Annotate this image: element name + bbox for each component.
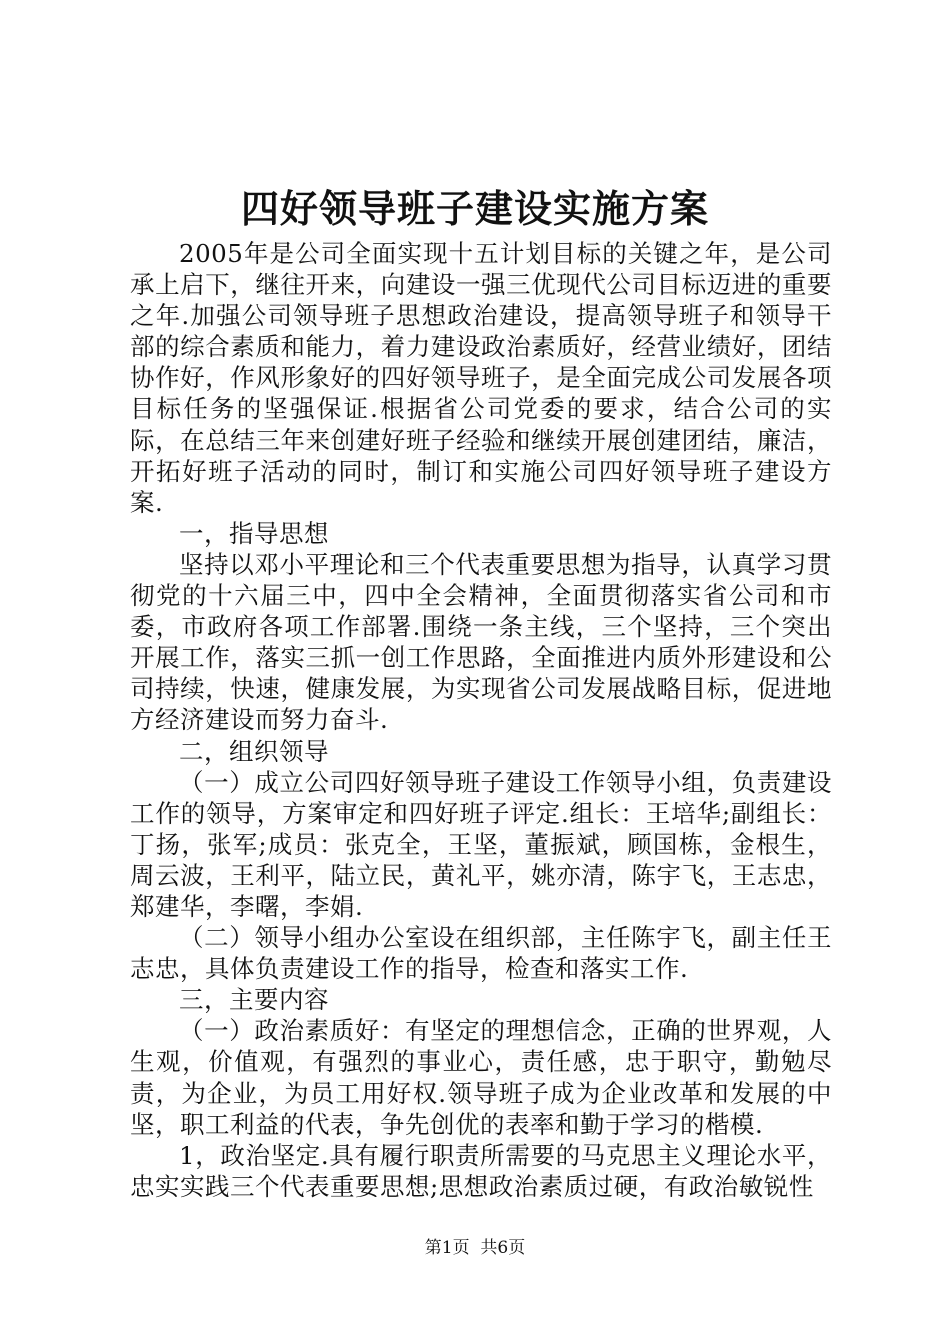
- organization-paragraph-2: （二）领导小组办公室设在组织部，主任陈宇飞，副主任王志忠，具体负责建设工作的指导，检查和落实工作.: [130, 923, 832, 984]
- main-content-paragraph-1: （一）政治素质好：有坚定的理想信念，正确的世界观，人生观，价值观，有强烈的事业心，责任感，忠于职守，勤勉尽责，为企业，为员工用好权.领导班子成为企业改革和发展的中坚，职工利益的代表，争先创优的表率和勤于学习的楷模.: [130, 1016, 832, 1139]
- organization-paragraph-1: （一）成立公司四好领导班子建设工作领导小组，负责建设工作的领导，方案审定和四好班子评定.组长：王培华;副组长：丁扬，张军;成员：张克全，王坚，董振斌，顾国栋，金根生，周云波，王利平，陆立民，黄礼平，姚亦清，陈宇飞，王志忠，郑建华，李曙，李娟.: [130, 767, 832, 921]
- document-body: [130, 238, 832, 1202]
- page-total: 共6页: [480, 1238, 526, 1258]
- document-title: 四好领导班子建设实施方案: [240, 186, 709, 231]
- intro-paragraph: 2005年是公司全面实现十五计划目标的关键之年，是公司承上启下，继往开来，向建设一强三优现代公司目标迈进的重要之年.加强公司领导班子思想政治建设，提高领导班子和领导干部的综合素质和能力，着力建设政治素质好，经营业绩好，团结协作好，作风形象好的四好领导班子，是全面完成公司发展各项目标任务的坚强保证.根据省公司党委的要求，结合公司的实际，在总结三年来创建好班子经验和继续开展创建团结，廉洁，开拓好班子活动的同时，制订和实施公司四好领导班子建设方案.: [130, 239, 832, 517]
- guiding-thought-paragraph: 坚持以邓小平理论和三个代表重要思想为指导，认真学习贯彻党的十六届三中，四中全会精神，全面贯彻落实省公司和市委，市政府各项工作部署.围绕一条主线，三个坚持，三个突出开展工作，落实三抓一创工作思路，全面推进内质外形建设和公司持续，快速，健康发展，为实现省公司发展战略目标，促进地方经济建设而努力奋斗.: [130, 549, 832, 735]
- page-footer: [0, 1236, 950, 1260]
- page-number: 第1页: [424, 1238, 470, 1258]
- section-heading-guiding-thought: 一，指导思想: [179, 518, 329, 548]
- main-content-paragraph-2: 1，政治坚定.具有履行职责所需要的马克思主义理论水平，忠实实践三个代表重要思想;思想政治素质过硬，有政治敏锐性: [130, 1140, 832, 1201]
- section-heading-organization: 二，组织领导: [179, 736, 329, 766]
- section-heading-main-content: 三，主要内容: [179, 985, 329, 1015]
